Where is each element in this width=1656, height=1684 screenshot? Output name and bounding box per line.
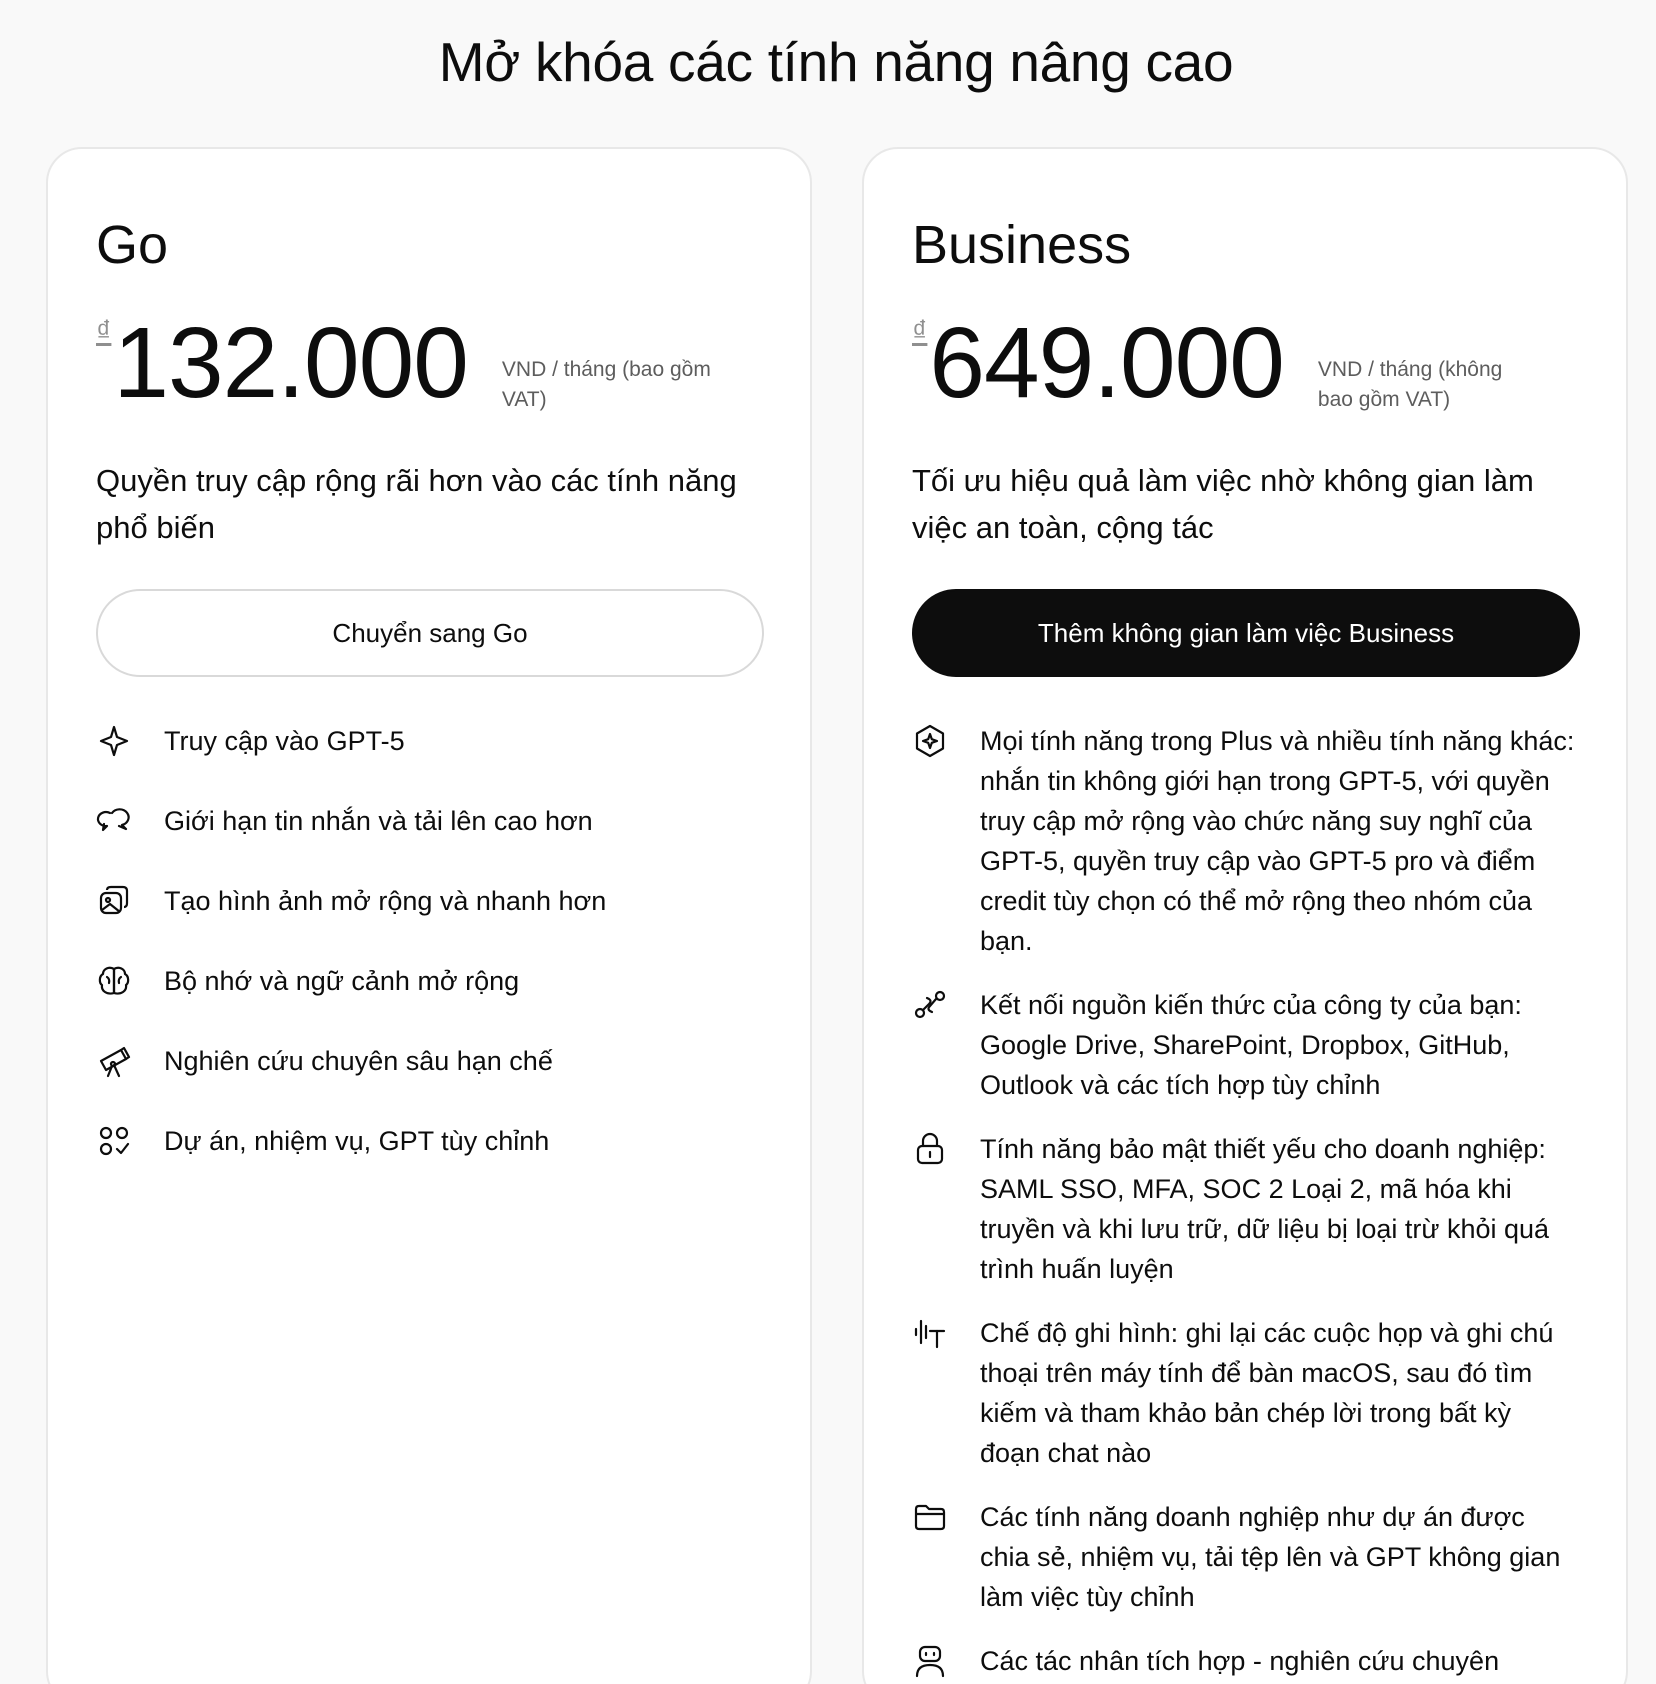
feature-item [96,1041,762,1121]
plan-card-go [46,147,812,1684]
feature-item [96,801,762,881]
feature-text: Bộ nhớ và ngữ cảnh mở rộng [164,966,520,996]
plan-card-business [862,147,1628,1684]
feature-text: Kết nối nguồn kiến thức của công ty của bạn: Google Drive, SharePoint, Dropbox, GitHub, Outlook và các tích hợp tùy chỉnh [980,990,1522,1100]
price-amount: 649.000 [929,307,1284,419]
feature-text: Mọi tính năng trong Plus và nhiều tính năng khác: nhắn tin không giới hạn trong GPT-5, với quyền truy cập mở rộng vào chức năng suy nghĩ của GPT-5, quyền truy cập vào GPT-5 pro và điểm credit tùy chọn có thể mở rộng theo nhóm của bạn. [980,726,1575,956]
feature-item [96,1121,762,1201]
hexagon-sparkle-icon [912,723,948,759]
feature-item [96,881,762,961]
feature-text: Các tính năng doanh nghiệp như dự án được chia sẻ, nhiệm vụ, tải tệp lên và GPT không gian làm việc tùy chỉnh [980,1502,1561,1612]
currency-symbol: ₫ [912,315,928,348]
feature-list [912,721,1578,1681]
plan-description: Quyền truy cập rộng rãi hơn vào các tính năng phổ biến [96,463,737,545]
plan-name: Go [96,215,169,275]
agent-icon [912,1643,948,1679]
sparkle-icon [96,723,132,759]
feature-text: Nghiên cứu chuyên sâu hạn chế [164,1046,553,1076]
feature-item [912,1641,1578,1681]
feature-text: Dự án, nhiệm vụ, GPT tùy chỉnh [164,1126,550,1156]
price-row [96,303,762,423]
feature-list [96,721,762,1201]
feature-text: Tính năng bảo mật thiết yếu cho doanh nghiệp: SAML SSO, MFA, SOC 2 Loại 2, mã hóa khi truyền và khi lưu trữ, dữ liệu bị loại trừ khỏi quá trình huấn luyện [980,1134,1550,1284]
plan-name: Business [912,215,1132,275]
page-title: Mở khóa các tính năng nâng cao [438,31,1234,93]
lock-icon [912,1131,948,1167]
currency-symbol: ₫ [96,315,112,348]
feature-text: Các tác nhân tích hợp - nghiên cứu chuyên [980,1646,1500,1676]
feature-item [96,961,762,1041]
plan-description: Tối ưu hiệu quả làm việc nhờ không gian làm việc an toàn, cộng tác [912,463,1534,545]
image-gallery-icon [96,883,132,919]
brain-icon [96,963,132,999]
folder-icon [912,1499,948,1535]
add-business-workspace-button[interactable]: Thêm không gian làm việc Business [912,589,1580,677]
price-row [912,303,1578,423]
price-amount: 132.000 [113,307,468,419]
feature-item [912,985,1578,1105]
feature-text: Giới hạn tin nhắn và tải lên cao hơn [164,806,593,836]
connectors-icon [912,987,948,1023]
apps-check-icon [96,1123,132,1159]
feature-text: Chế độ ghi hình: ghi lại các cuộc họp và ghi chú thoại trên máy tính để bàn macOS, sau đó tìm kiếm và tham khảo bản chép lời trong bất kỳ đoạn chat nào [980,1318,1554,1468]
price-unit: VND / tháng (không bao gồm VAT) [1317,358,1503,411]
feature-item [912,1497,1578,1617]
feature-item [912,1129,1578,1289]
feature-item [96,721,762,801]
feature-item [912,721,1578,961]
feature-text: Truy cập vào GPT-5 [164,726,405,756]
switch-to-go-button[interactable]: Chuyển sang Go [96,589,764,677]
feature-text: Tạo hình ảnh mở rộng và nhanh hơn [164,886,607,916]
chat-bubbles-icon [96,803,132,839]
feature-item [912,1313,1578,1473]
transcribe-icon [912,1315,948,1351]
price-unit: VND / tháng (bao gồm VAT) [501,358,711,411]
telescope-icon [96,1043,132,1079]
